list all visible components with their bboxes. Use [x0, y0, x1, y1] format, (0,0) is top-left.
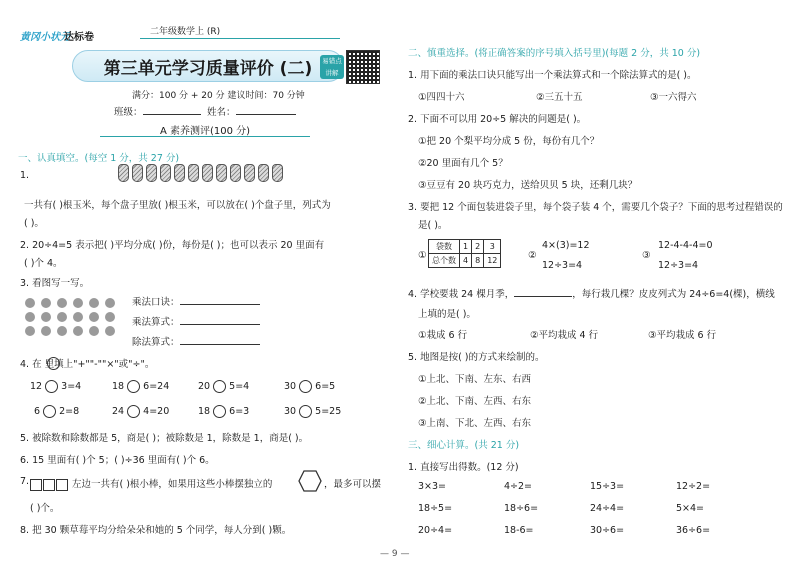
r-q4-text-a: 4. 学校要栽 24 棵月季，: [408, 289, 515, 300]
table-cell: 1: [460, 240, 472, 254]
corn-icon: [188, 164, 199, 182]
r-q3-opt3-mark[interactable]: ③: [642, 250, 651, 261]
operator-circle[interactable]: [127, 405, 140, 418]
table-cell: 4: [460, 254, 472, 268]
q1-number: 1.: [20, 170, 30, 181]
corn-icon: [202, 164, 213, 182]
dot: [41, 312, 51, 322]
r-q4-opt3[interactable]: ③平均栽成 6 行: [648, 330, 717, 341]
dot: [89, 326, 99, 336]
r-q5-opt1[interactable]: ①上北、下南、左东、右西: [418, 374, 532, 385]
dot: [73, 298, 83, 308]
answer-blank[interactable]: [180, 344, 260, 345]
dot: [105, 312, 115, 322]
q4-item: 6 2=8: [34, 406, 80, 417]
table-cell: 袋数: [429, 240, 460, 254]
operator-circle[interactable]: [213, 380, 226, 393]
answer-blank[interactable]: [514, 296, 572, 297]
dot: [73, 312, 83, 322]
q3-diveq-label: 除法算式：: [132, 337, 180, 348]
r-q5-opt3[interactable]: ③上南、下北、左西、右东: [418, 418, 532, 429]
calc-item[interactable]: 18÷5=: [418, 503, 453, 514]
q2-line1: 2. 20÷4=5 表示把( )平均分成( )份，每份是( )；也可以表示 20 里面有: [20, 240, 325, 251]
brand-logo: 黄冈小状元: [20, 32, 70, 43]
dot: [89, 298, 99, 308]
table-cell: 总个数: [429, 254, 460, 268]
r-q4-opt1[interactable]: ①栽成 6 行: [418, 330, 468, 341]
dot: [73, 326, 83, 336]
r-q2: 2. 下面不可以用 20÷5 解决的问题是( )。: [408, 114, 587, 125]
corn-icon: [160, 164, 171, 182]
r-q3-opt2-line2: 12÷3=4: [542, 260, 583, 271]
calc-item[interactable]: 15÷3=: [590, 481, 625, 492]
q3-multeq-label: 乘法算式：: [132, 317, 180, 328]
q4-item: 24 4=20: [112, 406, 170, 417]
calc-item[interactable]: 3×3=: [418, 481, 447, 492]
q3-mult-label: 乘法口诀：: [132, 297, 180, 308]
calc-item[interactable]: 30÷6=: [590, 525, 625, 536]
r-q4-line1: [408, 286, 775, 300]
dot: [57, 326, 67, 336]
dot: [25, 326, 35, 336]
r-q4-text-b: ，每行栽几棵？皮皮列式为 24÷6=4(棵)，横线: [572, 289, 775, 300]
dot: [25, 298, 35, 308]
corn-icon: [258, 164, 269, 182]
square-icon: [56, 479, 68, 491]
operator-circle[interactable]: [213, 405, 226, 418]
bag-table: [428, 239, 501, 268]
q4-item: 30 5=25: [284, 406, 342, 417]
table-cell: 2: [472, 240, 484, 254]
operator-circle[interactable]: [299, 405, 312, 418]
q5: 5. 被除数和除数都是 5，商是( )；被除数是 1，除数是 1，商是( )。: [20, 433, 309, 444]
r-q3-opt2-line1: 4×(3)=12: [542, 240, 590, 251]
dot: [41, 326, 51, 336]
series-label: 达标卷: [64, 32, 94, 43]
q3-mult-rhyme: [132, 294, 260, 308]
header-divider: [140, 38, 340, 39]
r-q1: 1. 用下面的乘法口诀只能写出一个乘法算式和一个除法算式的是( )。: [408, 70, 697, 81]
calc-item[interactable]: 36÷6=: [676, 525, 711, 536]
r-q3-opt3-line2: 12÷3=4: [658, 260, 699, 271]
square-icon: [43, 479, 55, 491]
q4-item: 20 5=4: [198, 381, 250, 392]
calc-item[interactable]: 12÷2=: [676, 481, 711, 492]
calc-item[interactable]: 5×4=: [676, 503, 705, 514]
name-label: 姓名：: [207, 107, 236, 118]
class-label: 班级：: [114, 107, 143, 118]
part2-title: 二、慎重选择。(将正确答案的序号填入括号里)(每题 2 分，共 10 分): [408, 48, 701, 59]
square-icon: [30, 479, 42, 491]
page-number: — 9 —: [380, 549, 410, 559]
q7-number: 7.: [20, 476, 30, 487]
table-cell: 8: [472, 254, 484, 268]
class-field[interactable]: [114, 104, 201, 118]
dot: [41, 298, 51, 308]
q1-line1: 一共有( )根玉米，每个盘子里放( )根玉米，可以放在( )个盘子里，列式为: [24, 200, 331, 211]
corn-icon: [118, 164, 129, 182]
r-q3-line2: 是( )。: [418, 220, 448, 231]
calc-item[interactable]: 20÷4=: [418, 525, 453, 536]
r-q2-opt2[interactable]: ②20 里面有几个 5？: [418, 158, 508, 169]
calc-item[interactable]: 18-6=: [504, 525, 534, 536]
q7-tail: ，最多可以摆: [324, 479, 382, 490]
r-q1-opt3[interactable]: ③一六得六: [650, 92, 697, 103]
name-blank[interactable]: [236, 114, 296, 115]
corn-icon: [230, 164, 241, 182]
grade-label: 二年级数学上 (R): [150, 27, 221, 37]
part3-title: 三、细心计算。(共 21 分): [408, 440, 520, 451]
corn-icon: [146, 164, 157, 182]
q3-mult-equation: [132, 314, 260, 328]
operator-circle[interactable]: [127, 380, 140, 393]
r-q4-line2: 上填的是( )。: [418, 309, 476, 320]
dot: [57, 312, 67, 322]
page-title: 第三单元学习质量评价 (二): [72, 50, 344, 82]
corn-icon: [244, 164, 255, 182]
corn-icon: [132, 164, 143, 182]
operator-circle[interactable]: [45, 380, 58, 393]
dot: [57, 298, 67, 308]
r-q3-line1: 3. 要把 12 个面包装进袋子里，每个袋子装 4 个，需要几个袋子？下面的思考过程错误的: [408, 202, 783, 213]
part1-title: 一、认真填空。(每空 1 分，共 27 分): [18, 153, 180, 164]
q4-item: 18 6=3: [198, 406, 250, 417]
corn-icon: [174, 164, 185, 182]
answer-blank[interactable]: [180, 304, 260, 305]
q6: 6. 15 里面有( )个 5；( )÷36 里面有( )个 6。: [20, 455, 215, 466]
r-q3-opt2-mark[interactable]: ②: [528, 250, 537, 261]
dot: [89, 312, 99, 322]
corn-icon: [216, 164, 227, 182]
r-q3-opt3-line1: 12-4-4-4=0: [658, 240, 713, 251]
dot: [25, 312, 35, 322]
corn-icon: [272, 164, 283, 182]
q1-line2: ( )。: [24, 218, 44, 229]
q4-item: 12 3=4: [30, 381, 82, 392]
r-q2-opt1[interactable]: ①把 20 个梨平均分成 5 份，每份有几个？: [418, 136, 600, 147]
r-q2-opt3[interactable]: ③豆豆有 20 块巧克力，送给贝贝 5 块，还剩几块？: [418, 180, 638, 191]
r-calc-title: 1. 直接写出得数。(12 分): [408, 462, 519, 473]
table-cell: 3: [484, 240, 501, 254]
error-explain-badge: 易错点讲解: [320, 55, 344, 79]
r-q1-opt1[interactable]: ①四四十六: [418, 92, 465, 103]
q7-text: 左边一共有( )根小棒，如果用这些小棒摆独立的: [72, 479, 273, 490]
dot: [105, 298, 115, 308]
hexagon-icon: [298, 469, 322, 493]
section-a-title: A 素养测评(100 分): [100, 122, 310, 137]
answer-blank[interactable]: [180, 324, 260, 325]
score-info: 满分：100 分 + 20 分 建议时间：70 分钟: [132, 91, 305, 101]
calc-item[interactable]: 4÷2=: [504, 481, 533, 492]
name-field[interactable]: [207, 104, 296, 118]
stick-squares-image: [30, 474, 69, 493]
dot-array: [25, 298, 117, 336]
q3-title: 3. 看图写一写。: [20, 278, 90, 289]
qr-code-icon: [346, 50, 380, 84]
corn-image: [118, 164, 286, 186]
r-q5-opt2[interactable]: ②上北、下南、左西、右东: [418, 396, 532, 407]
r-q3-opt1-mark[interactable]: ①: [418, 250, 427, 261]
q7-line2: ( )个。: [30, 503, 60, 514]
q4-title: 4. 在 里填上"+""-""×"或"÷"。: [20, 359, 155, 370]
q4-item: 30 6=5: [284, 381, 336, 392]
calc-item[interactable]: 18÷6=: [504, 503, 539, 514]
dot: [105, 326, 115, 336]
operator-circle[interactable]: [299, 380, 312, 393]
table-cell: 12: [484, 254, 501, 268]
blank-circle-icon: [47, 357, 60, 370]
q3-div-equation: [132, 334, 260, 348]
q2-line2: ( )个 4。: [24, 258, 63, 269]
r-q1-opt2[interactable]: ②三五十五: [536, 92, 583, 103]
r-q4-opt2[interactable]: ②平均栽成 4 行: [530, 330, 599, 341]
q4-item: 18 6=24: [112, 381, 170, 392]
operator-circle[interactable]: [43, 405, 56, 418]
q8: 8. 把 30 颗草莓平均分给朵朵和她的 5 个同学，每人分到( )颗。: [20, 525, 292, 536]
class-blank[interactable]: [143, 114, 201, 115]
calc-item[interactable]: 24÷4=: [590, 503, 625, 514]
r-q5: 5. 地图是按( )的方式来绘制的。: [408, 352, 545, 363]
